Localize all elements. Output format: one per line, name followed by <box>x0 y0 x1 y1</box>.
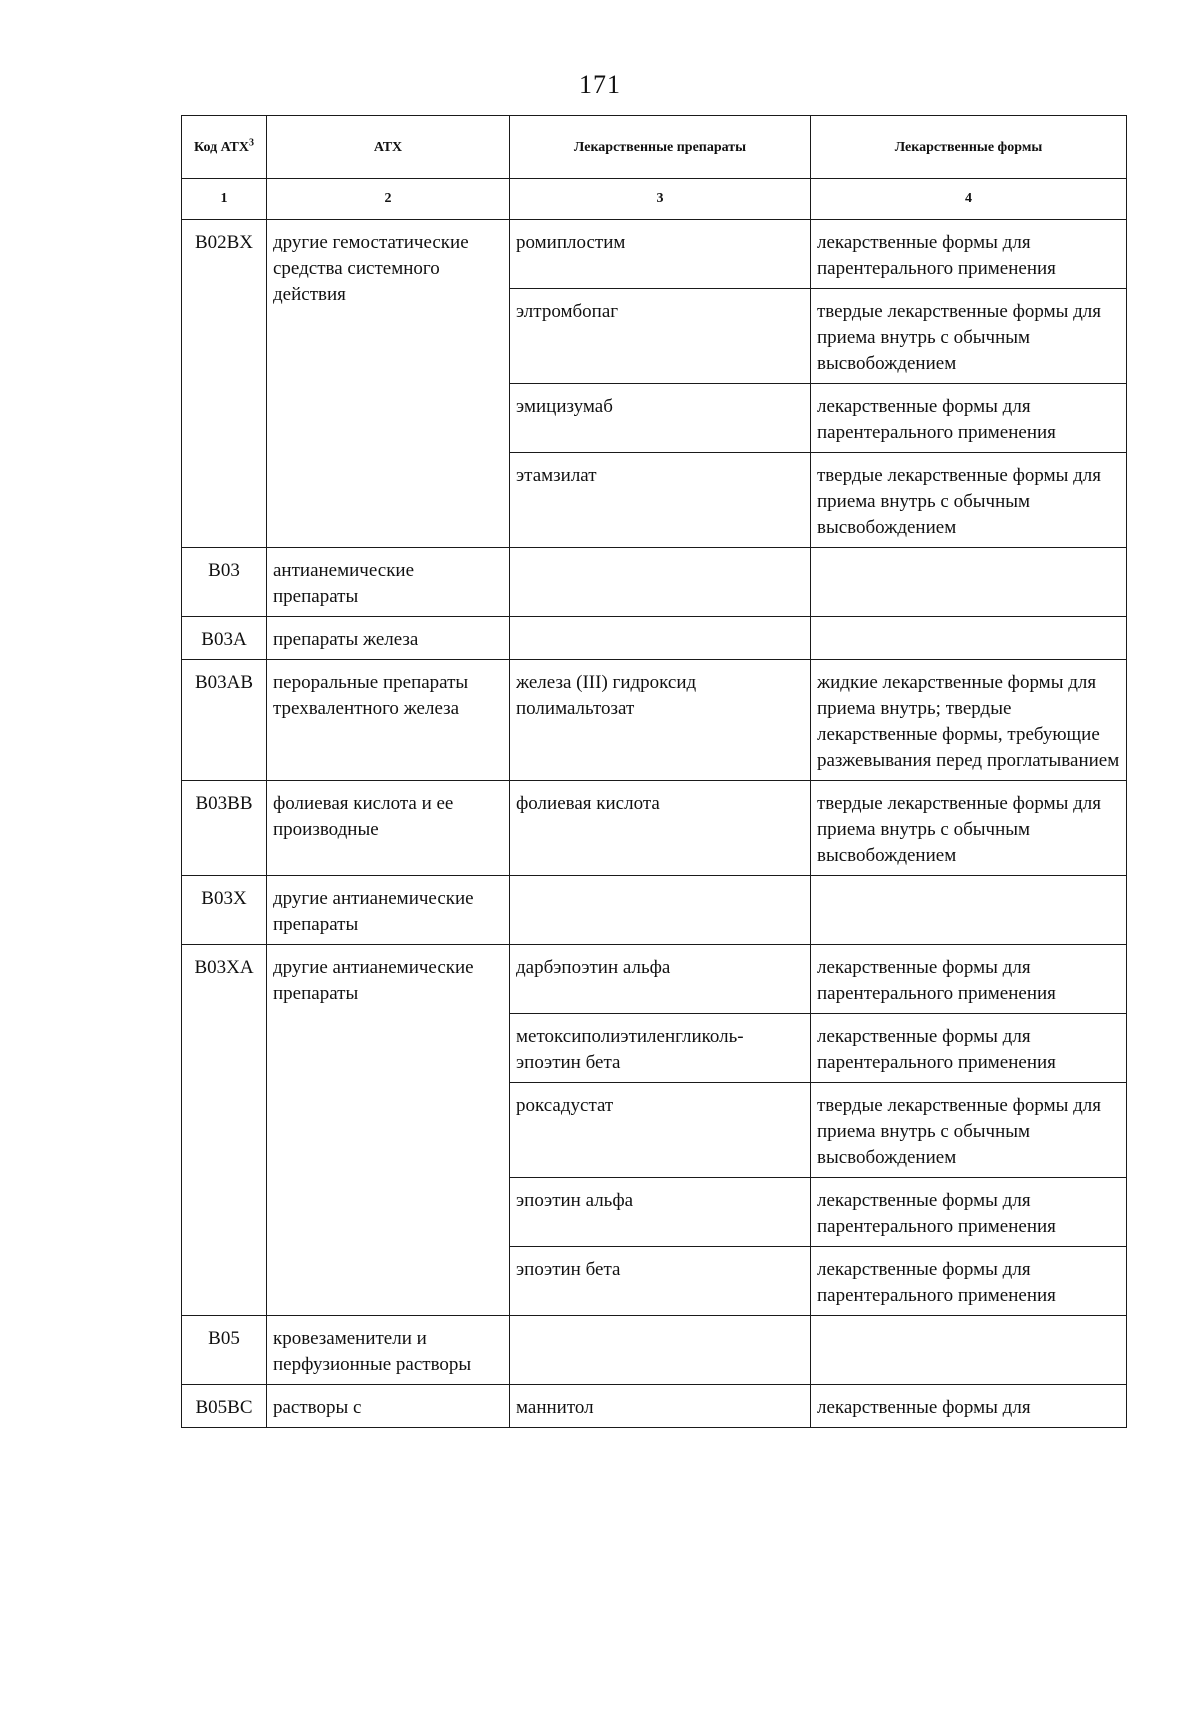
table-row <box>182 945 1127 1014</box>
drug-cell: дарбэпоэтин альфа <box>510 945 811 1014</box>
atx-code-cell: B03XA <box>182 945 267 1316</box>
drug-cell: ромиплостим <box>510 220 811 289</box>
table-row <box>182 781 1127 876</box>
header-row <box>182 116 1127 179</box>
atx-code-cell: B02BX <box>182 220 267 548</box>
atx-name-cell: кровезаменители и перфузионные растворы <box>267 1316 510 1385</box>
atx-code-cell: B05 <box>182 1316 267 1385</box>
dosage-form-cell: твердые лекарственные формы для приема внутрь с обычным высвобождением <box>811 453 1127 548</box>
page-number: 171 <box>579 70 621 99</box>
table-row <box>182 1385 1127 1428</box>
atx-name-cell: пероральные препараты трехвалентного железа <box>267 660 510 781</box>
drug-cell: фолиевая кислота <box>510 781 811 876</box>
dosage-form-cell: лекарственные формы для парентерального применения <box>811 220 1127 289</box>
header-drugs: Лекарственные препараты <box>510 116 811 179</box>
atx-code-cell: B03 <box>182 548 267 617</box>
table-body <box>182 220 1127 1428</box>
dosage-form-cell: лекарственные формы для парентерального применения <box>811 1247 1127 1316</box>
column-number: 2 <box>267 179 510 220</box>
atx-code-cell: B03AB <box>182 660 267 781</box>
drug-cell: железа (III) гидроксид полимальтозат <box>510 660 811 781</box>
atx-name-cell: препараты железа <box>267 617 510 660</box>
atx-name-cell: фолиевая кислота и ее производные <box>267 781 510 876</box>
atx-name-cell: антианемические препараты <box>267 548 510 617</box>
dosage-form-cell: лекарственные формы для парентерального применения <box>811 945 1127 1014</box>
atx-name-cell: другие антианемические препараты <box>267 945 510 1316</box>
header-code: Код АТХ$^3$ <box>182 116 267 179</box>
drug-cell: метоксиполиэтиленгликоль-эпоэтин бета <box>510 1014 811 1083</box>
drug-cell <box>510 876 811 945</box>
atx-name-cell: растворы с <box>267 1385 510 1428</box>
dosage-form-cell: лекарственные формы для парентерального применения <box>811 1178 1127 1247</box>
dosage-form-cell: лекарственные формы для <box>811 1385 1127 1428</box>
dosage-form-cell: твердые лекарственные формы для приема внутрь с обычным высвобождением <box>811 289 1127 384</box>
drug-cell <box>510 1316 811 1385</box>
header-atx: АТХ <box>267 116 510 179</box>
drug-cell <box>510 617 811 660</box>
dosage-form-cell: твердые лекарственные формы для приема внутрь с обычным высвобождением <box>811 1083 1127 1178</box>
drug-cell: элтромбопаг <box>510 289 811 384</box>
table-row <box>182 660 1127 781</box>
dosage-form-cell: лекарственные формы для парентерального применения <box>811 384 1127 453</box>
column-number: 4 <box>811 179 1127 220</box>
drug-cell <box>510 548 811 617</box>
header-forms: Лекарственные формы <box>811 116 1127 179</box>
table-row <box>182 876 1127 945</box>
dosage-form-cell <box>811 548 1127 617</box>
column-number-row <box>182 179 1127 220</box>
header-code-footnote: 3 <box>248 136 254 148</box>
dosage-form-cell: жидкие лекарственные формы для приема внутрь; твердые лекарственные формы, требующие разжевывания перед проглатыванием <box>811 660 1127 781</box>
atx-code-cell: B05BC <box>182 1385 267 1428</box>
dosage-form-cell <box>811 617 1127 660</box>
dosage-form-cell <box>811 876 1127 945</box>
atx-drug-table <box>181 115 1127 1428</box>
dosage-form-cell: лекарственные формы для парентерального применения <box>811 1014 1127 1083</box>
drug-cell: эпоэтин альфа <box>510 1178 811 1247</box>
drug-cell: этамзилат <box>510 453 811 548</box>
drug-cell: роксадустат <box>510 1083 811 1178</box>
atx-code-cell: B03A <box>182 617 267 660</box>
table-row <box>182 548 1127 617</box>
drug-cell: эпоэтин бета <box>510 1247 811 1316</box>
drug-cell: маннитол <box>510 1385 811 1428</box>
drug-cell: эмицизумаб <box>510 384 811 453</box>
table-row <box>182 1316 1127 1385</box>
column-number: 1 <box>182 179 267 220</box>
atx-code-cell: B03X <box>182 876 267 945</box>
atx-name-cell: другие гемостатические средства системного действия <box>267 220 510 548</box>
table-row <box>182 617 1127 660</box>
atx-code-cell: B03BB <box>182 781 267 876</box>
dosage-form-cell <box>811 1316 1127 1385</box>
dosage-form-cell: твердые лекарственные формы для приема внутрь с обычным высвобождением <box>811 781 1127 876</box>
atx-name-cell: другие антианемические препараты <box>267 876 510 945</box>
column-number: 3 <box>510 179 811 220</box>
table-row <box>182 220 1127 289</box>
